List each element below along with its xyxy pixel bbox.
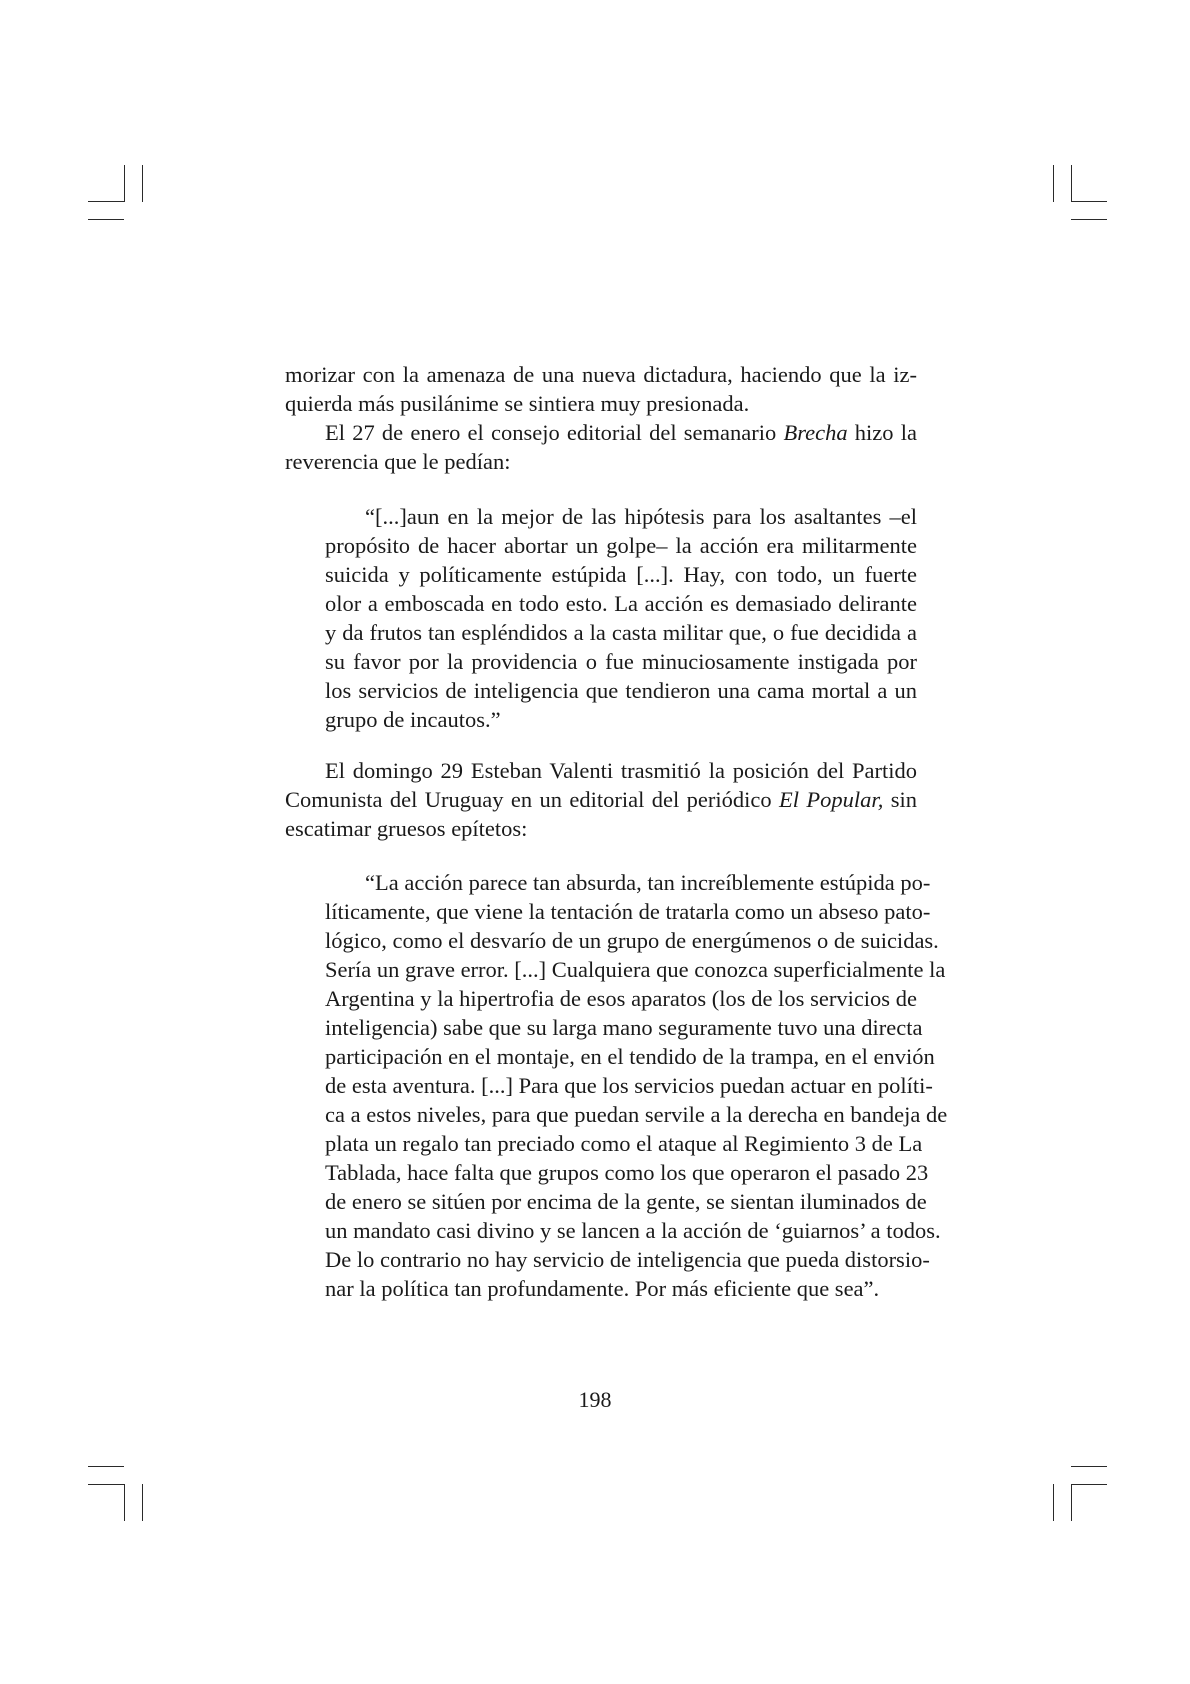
quote-line: suicida y políticamente estúpida [...]. Hay, con todo, un fuerte (325, 562, 917, 587)
paragraph-line: reverencia que le pedían: (285, 449, 511, 474)
crop-mark-bottom-right-v1 (1053, 1484, 1054, 1521)
quote-line: un mandato casi divino y se lancen a la acción de ‘guiarnos’ a todos. (325, 1218, 941, 1243)
quote-line: De lo contrario no hay servicio de inteligencia que pueda distorsio- (325, 1247, 930, 1272)
quote-line: inteligencia) sabe que su larga mano seguramente tuvo una directa (325, 1015, 923, 1040)
quote-line: ca a estos niveles, para que puedan servile a la derecha en bandeja de (325, 1102, 948, 1127)
crop-mark-bottom-left-v2 (142, 1484, 143, 1521)
quote-line: nar la política tan profundamente. Por más eficiente que sea”. (325, 1276, 880, 1301)
paragraph-line: El domingo 29 Esteban Valenti trasmitió la posición del Partido (325, 758, 917, 783)
crop-mark-top-left-h2 (88, 219, 124, 220)
paragraph-text: El 27 de enero el consejo editorial del semanario (325, 420, 784, 445)
crop-mark-top-right-h2 (1071, 219, 1107, 220)
quote-line: propósito de hacer abortar un golpe– la acción era militarmente (325, 533, 917, 558)
page-number: 198 (578, 1387, 612, 1412)
crop-mark-bottom-right-h1 (1071, 1466, 1107, 1467)
paragraph-line (285, 785, 917, 814)
crop-mark-bottom-right-v2 (1071, 1484, 1072, 1521)
crop-mark-top-left-v2 (142, 165, 143, 202)
paragraph-line: morizar con la amenaza de una nueva dictadura, haciendo que la iz- (285, 362, 917, 387)
quote-line: su favor por la providencia o fue minuciosamente instigada por (325, 649, 917, 674)
quote-line: participación en el montaje, en el tendido de la trampa, en el envión (325, 1044, 935, 1069)
paragraph-text: hizo la (847, 420, 917, 445)
crop-mark-bottom-left-h1 (88, 1466, 124, 1467)
quote-line: líticamente, que viene la tentación de tratarla como un abseso pato- (325, 899, 931, 924)
crop-mark-top-left-v1 (124, 165, 125, 202)
quote-line: de enero se sitúen por encima de la gente, se sientan iluminados de (325, 1189, 927, 1214)
crop-mark-bottom-right-h2 (1071, 1484, 1107, 1485)
crop-mark-bottom-left-h2 (88, 1484, 124, 1485)
quote-line: “[...]aun en la mejor de las hipótesis para los asaltantes –el (365, 504, 917, 529)
paragraph-line: escatimar gruesos epítetos: (285, 816, 528, 841)
crop-mark-bottom-left-v1 (124, 1484, 125, 1521)
quote-line: “La acción parece tan absurda, tan increíblemente estúpida po- (365, 870, 931, 895)
crop-mark-top-right-h1 (1071, 201, 1107, 202)
quote-line: Argentina y la hipertrofia de esos aparatos (los de los servicios de (325, 986, 917, 1011)
quote-line: Tablada, hace falta que grupos como los que operaron el pasado 23 (325, 1160, 929, 1185)
quote-line: Sería un grave error. [...] Cualquiera que conozca superficialmente la (325, 957, 946, 982)
crop-mark-top-right-v1 (1053, 165, 1054, 202)
quote-line: y da frutos tan espléndidos a la casta militar que, o fue decidida a (325, 620, 917, 645)
quote-line: olor a emboscada en todo esto. La acción es demasiado delirante (325, 591, 917, 616)
publication-title-brecha: Brecha (783, 420, 848, 445)
crop-mark-top-right-v2 (1071, 165, 1072, 202)
publication-title-el-popular: El Popular, (779, 787, 884, 812)
paragraph-line: quierda más pusilánime se sintiera muy presionada. (285, 391, 750, 416)
quote-line: plata un regalo tan preciado como el ataque al Regimiento 3 de La (325, 1131, 923, 1156)
paragraph-text: Comunista del Uruguay en un editorial del periódico (285, 787, 780, 812)
crop-mark-top-left-h1 (88, 201, 124, 202)
block-quote-2 (325, 868, 948, 1303)
block-quote-1 (325, 502, 917, 734)
quote-line: los servicios de inteligencia que tendieron una cama mortal a un (325, 678, 917, 703)
paragraph-1 (285, 360, 917, 418)
quote-line: grupo de incautos.” (325, 707, 501, 732)
paragraph-text: sin (883, 787, 917, 812)
quote-line: de esta aventura. [...] Para que los servicios puedan actuar en políti- (325, 1073, 933, 1098)
paragraph-3 (285, 756, 917, 843)
paragraph-2 (285, 418, 917, 476)
quote-line: lógico, como el desvarío de un grupo de energúmenos o de suicidas. (325, 928, 939, 953)
paragraph-line (285, 418, 917, 447)
